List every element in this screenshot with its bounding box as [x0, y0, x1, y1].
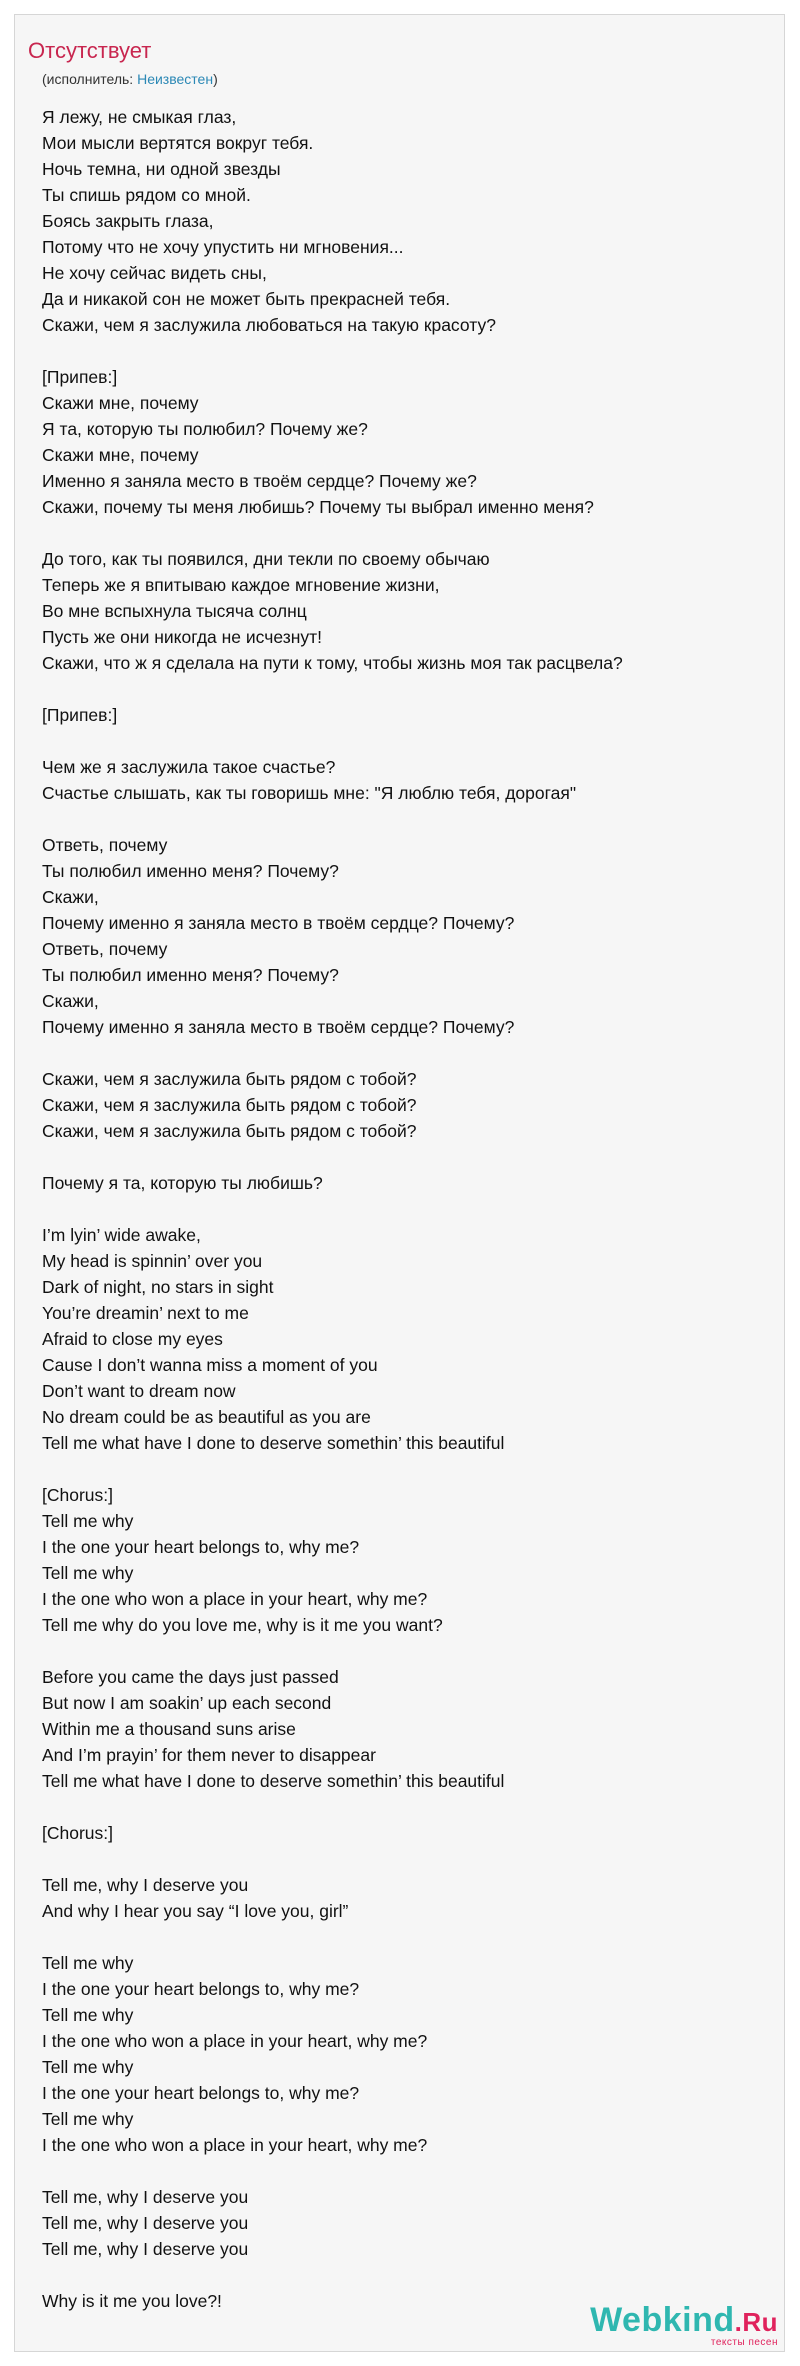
lyric-line: Не хочу сейчас видеть сны,	[42, 263, 267, 283]
lyric-line: My head is spinnin’ over you	[42, 1251, 263, 1271]
artist-suffix: )	[213, 71, 218, 87]
lyric-blank-line	[42, 1638, 623, 1664]
lyric-line: [Chorus:]	[42, 1823, 113, 1843]
lyric-line: Tell me why do you love me, why is it me you want?	[42, 1615, 443, 1635]
lyric-line: Tell me why	[42, 1511, 134, 1531]
lyric-line: I the one your heart belongs to, why me?	[42, 1537, 360, 1557]
lyric-line: Ответь, почему	[42, 939, 168, 959]
lyric-line: Cause I don’t wanna miss a moment of you	[42, 1355, 378, 1375]
lyric-line: Во мне вспыхнула тысяча солнц	[42, 601, 307, 621]
lyric-line: Скажи,	[42, 887, 99, 907]
lyric-line: Ответь, почему	[42, 835, 168, 855]
lyric-line: Dark of night, no stars in sight	[42, 1277, 274, 1297]
lyrics-text	[42, 104, 623, 2314]
lyric-line: Ночь темна, ни одной звезды	[42, 159, 281, 179]
lyric-line: Счастье слышать, как ты говоришь мне: "Я люблю тебя, дорогая"	[42, 783, 577, 803]
lyric-blank-line	[42, 520, 623, 546]
lyric-blank-line	[42, 2262, 623, 2288]
lyric-blank-line	[42, 806, 623, 832]
lyric-line: Why is it me you love?!	[42, 2291, 222, 2311]
lyric-line: Tell me, why I deserve you	[42, 2239, 249, 2259]
lyric-blank-line	[42, 1144, 623, 1170]
lyric-line: Пусть же они никогда не исчезнут!	[42, 627, 323, 647]
lyric-line: Скажи, почему ты меня любишь? Почему ты выбрал именно меня?	[42, 497, 594, 517]
lyric-line: Боясь закрыть глаза,	[42, 211, 214, 231]
lyric-line: I the one who won a place in your heart, why me?	[42, 1589, 428, 1609]
lyric-line: Ты полюбил именно меня? Почему?	[42, 965, 339, 985]
lyric-blank-line	[42, 1196, 623, 1222]
lyric-line: Скажи, чем я заслужила быть рядом с тобой?	[42, 1069, 417, 1089]
lyric-line: Скажи, что ж я сделала на пути к тому, чтобы жизнь моя так расцвела?	[42, 653, 623, 673]
artist-prefix: (исполнитель:	[42, 71, 138, 87]
lyric-line: Я лежу, не смыкая глаз,	[42, 107, 237, 127]
lyric-line: Скажи, чем я заслужила быть рядом с тобой?	[42, 1121, 417, 1141]
lyric-line: Теперь же я впитываю каждое мгновение жизни,	[42, 575, 440, 595]
lyric-line: Tell me, why I deserve you	[42, 2213, 249, 2233]
lyric-line: Скажи, чем я заслужила быть рядом с тобой?	[42, 1095, 417, 1115]
lyric-blank-line	[42, 728, 623, 754]
lyric-line: I the one who won a place in your heart, why me?	[42, 2135, 428, 2155]
lyric-line: Tell me what have I done to deserve somethin’ this beautiful	[42, 1433, 505, 1453]
lyric-line: Before you came the days just passed	[42, 1667, 339, 1687]
lyric-line: Within me a thousand suns arise	[42, 1719, 296, 1739]
lyric-blank-line	[42, 1040, 623, 1066]
lyric-line: But now I am soakin’ up each second	[42, 1693, 332, 1713]
lyric-line: You’re dreamin’ next to me	[42, 1303, 249, 1323]
logo-brand-main: Webkind	[590, 2301, 735, 2339]
lyric-blank-line	[42, 2158, 623, 2184]
lyric-line: Don’t want to dream now	[42, 1381, 236, 1401]
lyric-line: Почему именно я заняла место в твоём сердце? Почему?	[42, 913, 515, 933]
artist-line	[42, 70, 218, 88]
lyric-blank-line	[42, 676, 623, 702]
site-logo[interactable]	[590, 2302, 778, 2348]
lyric-line: Почему именно я заняла место в твоём сердце? Почему?	[42, 1017, 515, 1037]
lyric-line: [Chorus:]	[42, 1485, 113, 1505]
lyric-line: No dream could be as beautiful as you are	[42, 1407, 371, 1427]
lyric-line: Ты полюбил именно меня? Почему?	[42, 861, 339, 881]
logo-brand-tld: .Ru	[734, 2307, 778, 2337]
logo-tagline: тексты песен	[710, 2337, 778, 2348]
artist-link[interactable]: Неизвестен	[137, 71, 214, 87]
lyric-line: I the one your heart belongs to, why me?	[42, 2083, 360, 2103]
lyric-line: Tell me why	[42, 2005, 134, 2025]
lyric-line: Скажи мне, почему	[42, 393, 199, 413]
song-title: Отсутствует	[28, 38, 152, 63]
lyric-line: I the one your heart belongs to, why me?	[42, 1979, 360, 1999]
lyric-line: Чем же я заслужила такое счастье?	[42, 757, 336, 777]
lyric-line: [Припев:]	[42, 705, 118, 725]
lyric-line: Мои мысли вертятся вокруг тебя.	[42, 133, 314, 153]
lyric-line: And I’m prayin’ for them never to disappear	[42, 1745, 376, 1765]
lyric-line: Да и никакой сон не может быть прекрасней тебя.	[42, 289, 451, 309]
lyric-line: Tell me, why I deserve you	[42, 2187, 249, 2207]
lyric-blank-line	[42, 1456, 623, 1482]
lyric-blank-line	[42, 1794, 623, 1820]
lyric-blank-line	[42, 1924, 623, 1950]
lyric-line: Afraid to close my eyes	[42, 1329, 223, 1349]
lyric-line: Tell me why	[42, 1953, 134, 1973]
lyric-line: Ты спишь рядом со мной.	[42, 185, 251, 205]
lyric-line: I the one who won a place in your heart, why me?	[42, 2031, 428, 2051]
lyric-line: Tell me why	[42, 2057, 134, 2077]
lyric-blank-line	[42, 1846, 623, 1872]
lyric-line: Tell me why	[42, 1563, 134, 1583]
lyric-line: Tell me what have I done to deserve somethin’ this beautiful	[42, 1771, 505, 1791]
lyric-line: Скажи мне, почему	[42, 445, 199, 465]
lyric-line: Tell me, why I deserve you	[42, 1875, 249, 1895]
lyric-line: Почему я та, которую ты любишь?	[42, 1173, 323, 1193]
lyric-line: Скажи, чем я заслужила любоваться на такую красоту?	[42, 315, 496, 335]
lyric-blank-line	[42, 338, 623, 364]
logo-brand	[590, 2302, 778, 2340]
lyric-line: До того, как ты появился, дни текли по своему обычаю	[42, 549, 490, 569]
lyric-line: [Припев:]	[42, 367, 118, 387]
lyric-line: I’m lyin’ wide awake,	[42, 1225, 201, 1245]
lyric-line: Скажи,	[42, 991, 99, 1011]
lyric-line: Tell me why	[42, 2109, 134, 2129]
lyric-line: Потому что не хочу упустить ни мгновения...	[42, 237, 404, 257]
lyric-line: And why I hear you say “I love you, girl”	[42, 1901, 349, 1921]
lyric-line: Именно я заняла место в твоём сердце? Почему же?	[42, 471, 477, 491]
lyric-line: Я та, которую ты полюбил? Почему же?	[42, 419, 368, 439]
